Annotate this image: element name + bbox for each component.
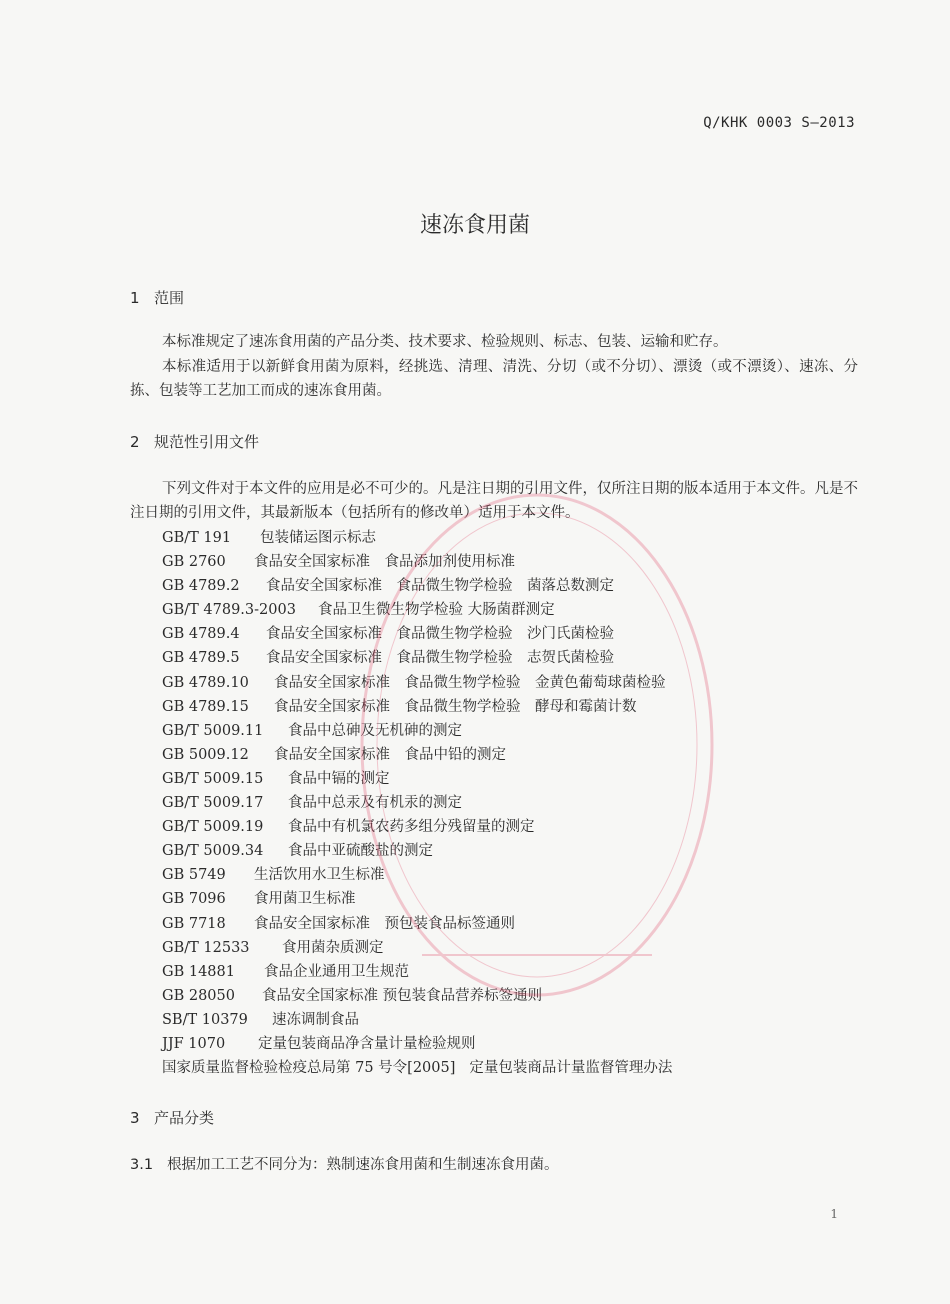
page-number: 1 (830, 1207, 838, 1221)
reference-title: 定量包装商品净含量计量检验规则 (258, 1035, 476, 1052)
section-number: 2 (130, 433, 140, 451)
reference-item (162, 912, 672, 936)
reference-title: 食品安全国家标准 食品微生物学检验 菌落总数测定 (266, 578, 614, 595)
reference-code: GB/T 12533 (162, 939, 250, 956)
reference-title: 食品安全国家标准 食品微生物学检验 金黄色葡萄球菌检验 (274, 674, 666, 691)
reference-title: 食品安全国家标准 食品添加剂使用标准 (254, 554, 515, 571)
reference-item (162, 791, 672, 815)
reference-code: GB/T 5009.15 (162, 770, 264, 787)
reference-title: 食品中亚硫酸盐的测定 (288, 843, 433, 860)
reference-item (162, 598, 672, 622)
reference-title: 定量包装商品计量监督管理办法 (469, 1060, 673, 1077)
reference-title: 食品安全国家标准 预包装食品营养标签通则 (262, 987, 543, 1004)
reference-code: GB/T 5009.34 (162, 843, 264, 860)
clause-text: 根据加工工艺不同分为：熟制速冻食用菌和生制速冻食用菌。 (167, 1157, 559, 1173)
section-1-heading (130, 287, 184, 308)
reference-code: GB/T 191 (162, 530, 232, 546)
reference-item (162, 646, 672, 670)
reference-title: 包装储运图示标志 (260, 530, 376, 546)
section-number: 3 (130, 1109, 140, 1127)
reference-item (162, 574, 672, 598)
section-3-heading (130, 1107, 214, 1128)
reference-code: GB 2760 (162, 554, 226, 571)
reference-code: GB 4789.15 (162, 698, 249, 715)
reference-code: GB/T 4789.3-2003 (162, 602, 296, 619)
reference-item (162, 695, 672, 719)
reference-title: 食用菌卫生标准 (254, 891, 356, 908)
reference-title: 食品安全国家标准 食品微生物学检验 酵母和霉菌计数 (274, 698, 637, 715)
reference-item (162, 550, 672, 574)
reference-item (162, 936, 672, 960)
reference-title: 食用菌杂质测定 (282, 939, 384, 956)
section-2-heading (130, 431, 259, 452)
reference-code: GB 5009.12 (162, 746, 249, 763)
reference-title: 生活饮用水卫生标准 (254, 867, 385, 884)
reference-title: 食品中有机氯农药多组分残留量的测定 (288, 819, 535, 836)
clause-3-1 (130, 1153, 559, 1174)
reference-code: GB/T 5009.19 (162, 819, 264, 836)
reference-item (162, 622, 672, 646)
reference-item (162, 815, 672, 839)
reference-item (162, 984, 672, 1008)
reference-code: JJF 1070 (162, 1035, 226, 1052)
reference-item (162, 719, 672, 743)
reference-code: GB 4789.2 (162, 578, 240, 595)
reference-item (162, 1032, 672, 1056)
reference-title: 食品安全国家标准 食品中铅的测定 (274, 746, 506, 763)
reference-item (162, 863, 672, 887)
reference-title: 食品中总砷及无机砷的测定 (288, 722, 462, 739)
reference-title: 食品中总汞及有机汞的测定 (288, 795, 462, 812)
section-title: 范围 (154, 289, 185, 307)
reference-code: GB/T 5009.11 (162, 722, 264, 739)
reference-title: 食品卫生微生物学检验 大肠菌群测定 (318, 602, 555, 619)
reference-list (162, 526, 672, 1080)
reference-code: GB 28050 (162, 987, 235, 1004)
reference-code: GB 4789.10 (162, 674, 249, 691)
reference-item (162, 1056, 672, 1080)
scope-paragraph-1: 本标准规定了速冻食用菌的产品分类、技术要求、检验规则、标志、包装、运输和贮存。 (162, 334, 728, 350)
document-title: 速冻食用菌 (419, 213, 530, 238)
reference-item (162, 960, 672, 984)
reference-item (162, 743, 672, 767)
section-title: 产品分类 (154, 1109, 215, 1127)
clause-number: 3.1 (130, 1157, 154, 1173)
reference-code: GB 4789.4 (162, 626, 240, 643)
reference-code: SB/T 10379 (162, 1011, 248, 1028)
reference-title: 食品中镉的测定 (288, 770, 390, 787)
standard-code: Q/KHK 0003 S—2013 (703, 115, 855, 131)
reference-title: 食品安全国家标准 食品微生物学检验 志贺氏菌检验 (266, 650, 614, 667)
reference-item (162, 767, 672, 791)
reference-code: GB/T 5009.17 (162, 795, 264, 812)
reference-title: 速冻调制食品 (272, 1011, 359, 1028)
reference-item (162, 671, 672, 695)
reference-title: 食品企业通用卫生规范 (264, 963, 409, 980)
reference-item (162, 887, 672, 911)
section-title: 规范性引用文件 (154, 433, 260, 451)
reference-code: GB 5749 (162, 867, 226, 884)
reference-item (162, 1008, 672, 1032)
reference-item (162, 839, 672, 863)
reference-title: 食品安全国家标准 食品微生物学检验 沙门氏菌检验 (266, 626, 614, 643)
reference-code: GB 14881 (162, 963, 235, 980)
reference-item (162, 526, 672, 550)
reference-code: GB 7718 (162, 915, 226, 932)
reference-code: GB 4789.5 (162, 650, 240, 667)
reference-code: GB 7096 (162, 891, 226, 908)
reference-title: 食品安全国家标准 预包装食品标签通则 (254, 915, 515, 932)
reference-code: 国家质量监督检验检疫总局第 75 号令[2005] (162, 1060, 456, 1077)
section-number: 1 (130, 289, 140, 307)
scope-paragraph-2: 本标准适用于以新鲜食用菌为原料，经挑选、清理、清洗、分切（或不分切）、漂烫（或不漂烫）、速冻、分拣、包装等工艺加工而成的速冻食用菌。 (130, 359, 858, 399)
normative-intro: 下列文件对于本文件的应用是必不可少的。凡是注日期的引用文件，仅所注日期的版本适用于本文件。凡是不注日期的引用文件，其最新版本（包括所有的修改单）适用于本文件。 (130, 481, 858, 521)
